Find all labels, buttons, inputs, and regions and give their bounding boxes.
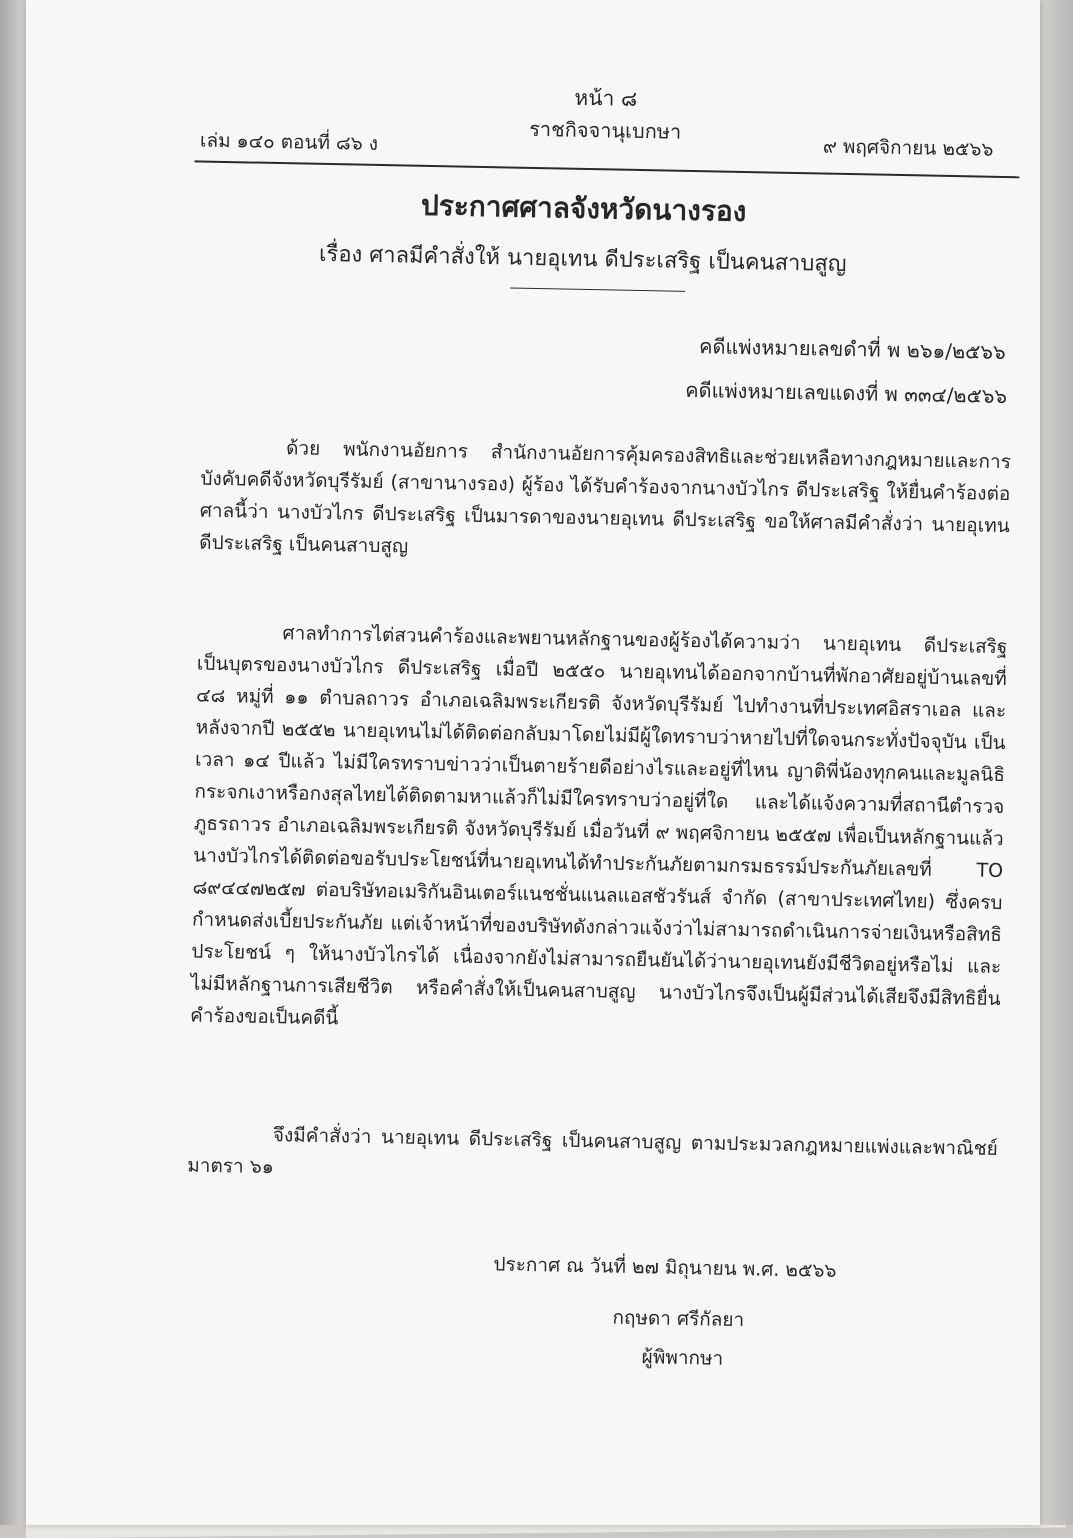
paragraph-2: ศาลทำการไต่สวนคำร้องและพยานหลักฐานของผู้ร้องได้ความว่า นายอุเทน ดีประเสริฐ เป็นบุตรของนางบัวไกร ดีประเสริฐ เมื่อปี ๒๕๕๐ นายอุเทนได้ออกจากบ้านที่พักอาศัยอยู่บ้านเลขที่ ๔๘ หมู่ที่ ๑๑ ตำบลถาวร อำเภอเฉลิมพระเกียรติ จังหวัดบุรีรัมย์ ไปทำงานที่ประเทศอิสราเอล และหลังจากปี ๒๕๕๒ นายอุเทนไม่ได้ติดต่อกลับมาโดยไม่มีผู้ใดทราบว่าหายไปที่ใดจนกระทั่งปัจจุบัน เป็นเวลา ๑๔ ปีแล้ว ไม่มีใครทราบข่าวว่าเป็นตายร้ายดีอย่างไรและอยู่ที่ไหน ญาติพี่น้องทุกคนและมูลนิธิกระจกเงาหรือกงสุลไทยได้ติดตามหาแล้วก็ไม่มีใครทราบว่าอยู่ที่ใด และได้แจ้งความที่สถานีตำรวจภูธรถาวร อำเภอเฉลิมพระเกียรติ จังหวัดบุรีรัมย์ เมื่อวันที่ ๙ พฤศจิกายน ๒๕๕๗ เพื่อเป็นหลักฐานแล้ว นางบัวไกรได้ติดต่อขอรับประโยชน์ที่นายอุเทนได้ทำประกันภัยตามกรมธรรม์ประกันภัยเลขที่ TO ๘๙๔๔๗๒๕๗ ต่อบริษัทอเมริกันอินเตอร์แนชชั่นแนลแอสชัวรันส์ จำกัด (สาขาประเทศไทย) ซึ่งครบกำหนดส่งเบี้ยประกันภัย แต่เจ้าหน้าที่ของบริษัทดังกล่าวแจ้งว่าไม่สามารถดำเนินการจ่ายเงินหรือสิทธิประโยชน์ ๆ ให้นางบัวไกรได้ เนื่องจากยังไม่สามารถยืนยันได้ว่านายอุเทนยังมีชีวิตอยู่หรือไม่ และไม่มีหลักฐานการเสียชีวิต หรือคำสั่งให้เป็นคนสาบสูญ นางบัวไกรจึงเป็นผู้มีส่วนได้เสียจึงมีสิทธิยื่นคำร้องขอเป็นคดีนี้ <box>189 622 1008 1030</box>
case-number-red: คดีแพ่งหมายเลขแดงที่ พ ๓๓๔/๒๕๖๖ <box>685 377 1008 409</box>
paragraph-3: จึงมีคำสั่งว่า นายอุเทน ดีประเสริฐ เป็นคนสาบสูญ ตามประมวลกฎหมายแพ่งและพาณิชย์ มาตรา ๖๑ <box>187 1124 998 1179</box>
page-content <box>9 0 1052 1535</box>
volume-issue: เล่ม ๑๔๐ ตอนที่ ๘๖ ง <box>199 129 379 155</box>
publication-date: ๙ พฤศจิกายน ๒๕๖๖ <box>822 135 994 161</box>
signer-name: กฤษดา ศรีกัลยา <box>612 1306 745 1332</box>
page-number: หน้า ๘ <box>574 85 638 111</box>
notice-subject: เรื่อง ศาลมีคำสั่งให้ นายอุเทน ดีประเสริฐ เป็นคนสาบสูญ <box>318 241 847 277</box>
paragraph-1: ด้วย พนักงานอัยการ สำนักงานอัยการคุ้มครองสิทธิและช่วยเหลือทางกฎหมายและการบังคับคดีจังหวัดบุรีรัมย์ (สาขานางรอง) ผู้ร้อง ได้รับคำร้องจากนางบัวไกร ดีประเสริฐ ให้ยื่นคำร้องต่อศาลนี้ว่า นางบัวไกร ดีประเสริฐ เป็นมารดาของนายอุเทน ดีประเสริฐ ขอให้ศาลมีคำสั่งว่า นายอุเทน ดีประเสริฐ เป็นคนสาบสูญ <box>199 437 1012 558</box>
case-number-black: คดีแพ่งหมายเลขดำที่ พ ๒๖๑/๒๕๖๖ <box>698 334 1006 365</box>
gazette-name: ราชกิจจานุเบกษา <box>528 116 682 144</box>
gazette-page <box>26 0 1040 1525</box>
announcement-date: ประกาศ ณ วันที่ ๒๗ มิถุนายน พ.ศ. ๒๕๖๖ <box>493 1253 837 1282</box>
header-divider <box>195 160 1020 178</box>
notice-title: ประกาศศาลจังหวัดนางรอง <box>420 188 747 229</box>
title-divider <box>510 288 685 292</box>
signer-position: ผู้พิพากษา <box>641 1346 724 1370</box>
